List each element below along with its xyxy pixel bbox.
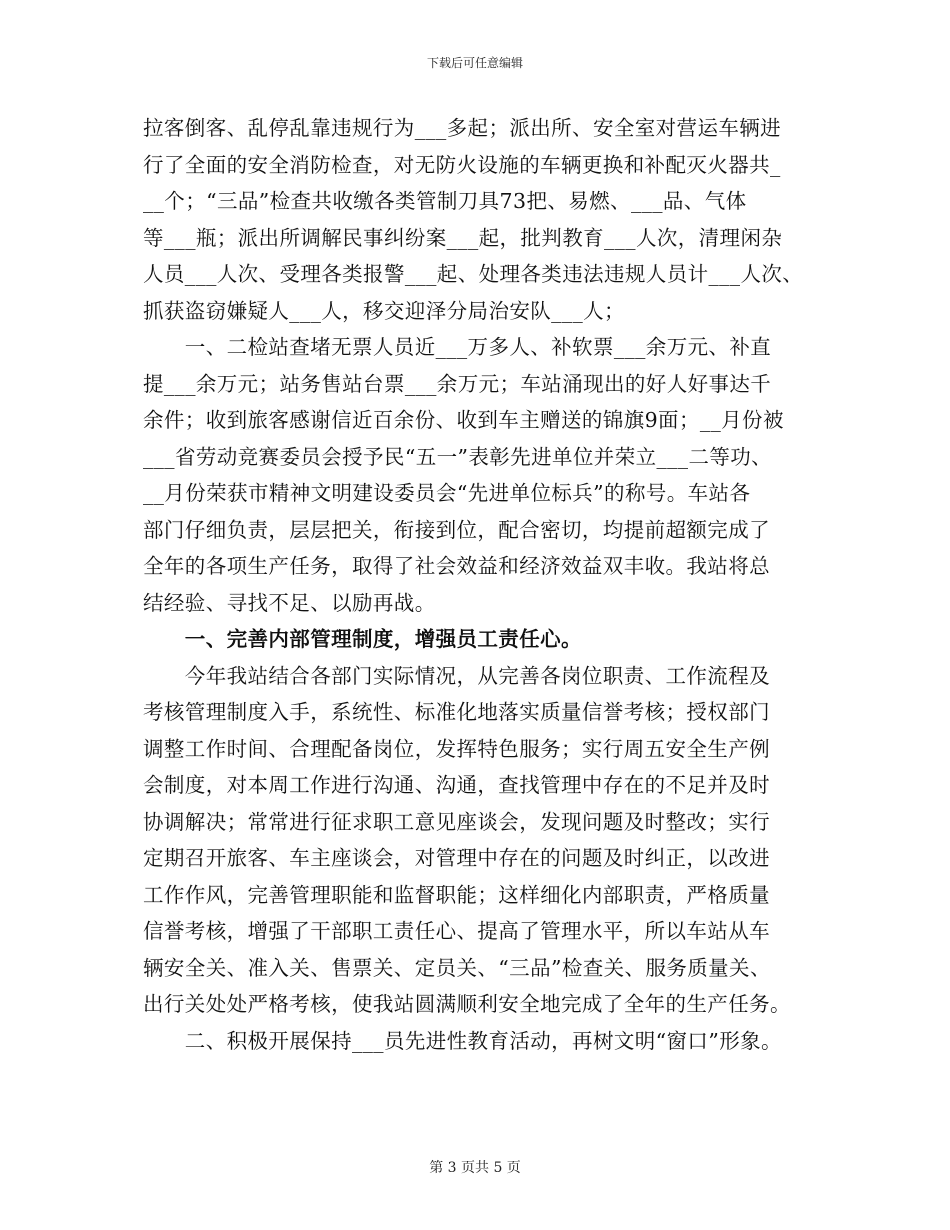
body-line: 考核管理制度入手，系统性、标准化地落实质量信誉考核；授权部门 <box>143 700 770 724</box>
body-line: __月份荣获市精神文明建设委员会“先进单位标兵”的称号。车站各 <box>143 481 751 505</box>
body-line: 结经验、寻找不足、以励再战。 <box>143 590 436 615</box>
body-line: 辆安全关、准入关、售票关、定员关、“三品”检查关、服务质量关、 <box>143 955 771 980</box>
body-line: 提___余万元；站务售站台票___余万元；车站涌现出的好人好事达千 <box>143 371 772 396</box>
body-line: 协调解决；常常进行征求职工意见座谈会，发现问题及时整改；实行 <box>143 809 770 834</box>
body-line: 行了全面的安全消防检查，对无防火设施的车辆更换和补配灭火器共_ <box>143 152 781 177</box>
body-line: 信誉考核，增强了干部职工责任心、提高了管理水平，所以车站从车 <box>143 919 770 943</box>
body-line: 工作作风，完善管理职能和监督职能；这样细化内部职责，严格质量 <box>143 882 770 907</box>
body-line: 抓获盗窃嫌疑人___人，移交迎泽分局治安队___人； <box>143 298 625 323</box>
body-line: 会制度，对本周工作进行沟通、沟通，查找管理中存在的不足并及时 <box>143 773 770 797</box>
body-line: 一、二检站查堵无票人员近___万多人、补软票___余万元、补直 <box>143 335 772 359</box>
page-header: 下载后可任意编辑 <box>426 56 523 70</box>
body-line: 余件；收到旅客感谢信近百余份、收到车主赠送的锦旗9面；__月份被 <box>143 408 784 432</box>
body-line: 出行关处处严格考核，使我站圆满顺利安全地完成了全年的生产任务。 <box>143 992 791 1016</box>
body-line: 等___瓶；派出所调解民事纠纷案___起，批判教育___人次，清理闲杂 <box>143 225 783 250</box>
section-heading: 二、积极开展保持___员先进性教育活动，再树文明“窗口”形象。 <box>143 1028 782 1053</box>
body-line: ___省劳动竞赛委员会授予民“五一”表彰先进单位并荣立___二等功、 <box>143 444 773 469</box>
body-line: 人员___人次、受理各类报警___起、处理各类违法违规人员计___人次、 <box>143 262 804 286</box>
body-line: 全年的各项生产任务，取得了社会效益和经济效益双丰收。我站将总 <box>143 554 770 578</box>
body-line: 调整工作时间、合理配备岗位，发挥特色服务；实行周五安全生产例 <box>143 736 770 761</box>
section-heading: 一、完善内部管理制度，增强员工责任心。 <box>143 627 582 651</box>
body-line: 今年我站结合各部门实际情况，从完善各岗位职责、工作流程及 <box>143 663 770 688</box>
body-line: 部门仔细负责，层层把关，衔接到位，配合密切，均提前超额完成了 <box>143 517 770 542</box>
body-line: 拉客倒客、乱停乱靠违规行为___多起；派出所、安全室对营运车辆进 <box>143 116 782 140</box>
body-line: __个；“三品”检查共收缴各类管制刀具73把、易燃、___品、气体 <box>143 189 747 213</box>
page-footer: 第 3 页共 5 页 <box>429 1160 521 1176</box>
body-line: 定期召开旅客、车主座谈会，对管理中存在的问题及时纠正，以改进 <box>143 846 770 870</box>
document-body <box>143 110 823 1059</box>
